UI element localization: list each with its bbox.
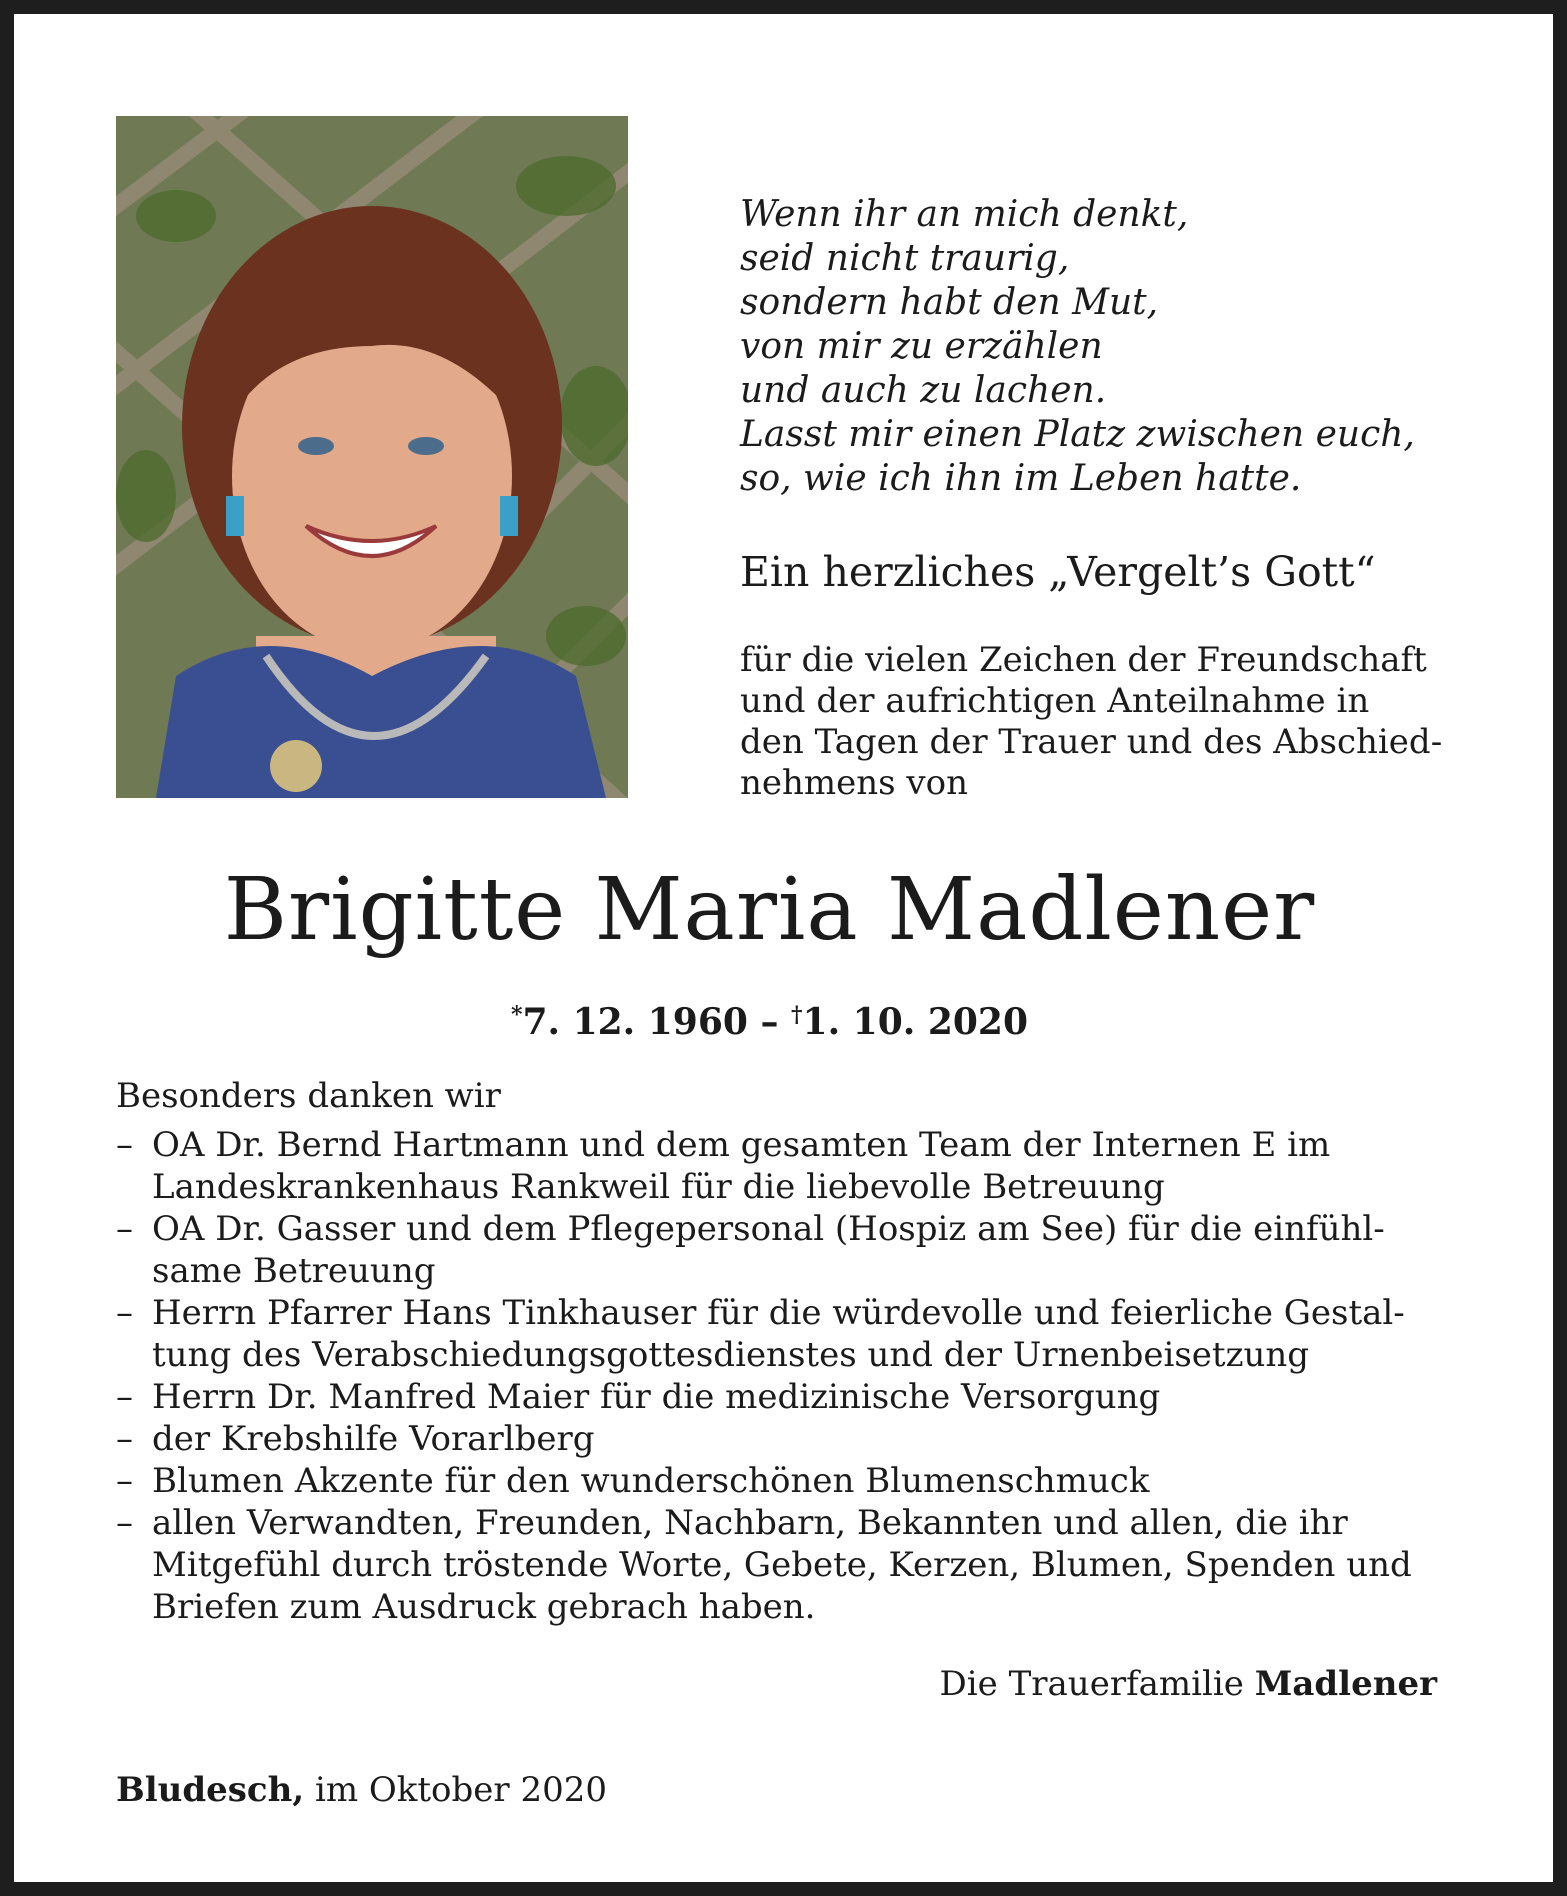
poem-line: Wenn ihr an mich denkt, xyxy=(740,194,1189,235)
signature-prefix: Die Trauerfamilie xyxy=(939,1664,1255,1704)
list-item-line: Briefen zum Ausdruck gebrach haben. xyxy=(152,1587,816,1627)
dash: – xyxy=(116,1209,133,1249)
flower-pendant xyxy=(270,740,322,792)
list-item xyxy=(116,1418,1434,1460)
list-item-line: Herrn Dr. Manfred Maier für die medizinische Versorgung xyxy=(152,1377,1161,1417)
poem-line: und auch zu lachen. xyxy=(740,370,1107,411)
thanks-line: und der aufrichtigen Anteilnahme in xyxy=(740,681,1370,721)
dash: – xyxy=(116,1377,133,1417)
list-item xyxy=(116,1502,1434,1628)
portrait-illustration xyxy=(116,116,628,798)
list-item xyxy=(116,1376,1434,1418)
list-item xyxy=(116,1292,1434,1376)
date-separator: – xyxy=(747,1001,792,1043)
signature-family-name: Madlener xyxy=(1254,1664,1437,1704)
special-thanks-intro: Besonders danken wir xyxy=(116,1076,501,1116)
earring-left xyxy=(226,496,244,536)
dash: – xyxy=(116,1461,133,1501)
poem-line: seid nicht traurig, xyxy=(740,238,1070,279)
poem-line: so, wie ich ihn im Leben hatte. xyxy=(740,458,1302,499)
poem-line: Lasst mir einen Platz zwischen euch, xyxy=(740,414,1415,455)
poem xyxy=(740,193,1420,501)
date: im Oktober 2020 xyxy=(304,1770,607,1810)
list-item-line: OA Dr. Bernd Hartmann und dem gesamten Team der Internen E im xyxy=(152,1125,1331,1165)
list-item xyxy=(116,1460,1434,1502)
list-item xyxy=(116,1124,1434,1208)
life-dates xyxy=(0,992,1553,1045)
dash: – xyxy=(116,1503,133,1543)
list-item-line: Landeskrankenhaus Rankweil für die liebevolle Betreuung xyxy=(152,1167,1165,1207)
place-date xyxy=(116,1769,607,1811)
thanks-line: für die vielen Zeichen der Freundschaft xyxy=(740,640,1427,680)
dash: – xyxy=(116,1419,133,1459)
list-item-line: OA Dr. Gasser und dem Pflegepersonal (Hospiz am See) für die einfühl- xyxy=(152,1209,1385,1249)
list-item-line: Herrn Pfarrer Hans Tinkhauser für die würdevolle und feierliche Gestal- xyxy=(152,1293,1405,1333)
dash: – xyxy=(116,1293,133,1333)
earring-right xyxy=(500,496,518,536)
thanks-heading: Ein herzliches „Vergelt’s Gott“ xyxy=(740,548,1376,596)
list-item xyxy=(116,1208,1434,1292)
portrait-photo xyxy=(116,116,628,798)
thanks-line: nehmens von xyxy=(740,763,969,803)
thanks-line: den Tagen der Trauer und des Abschied- xyxy=(740,722,1443,762)
dash: – xyxy=(116,1125,133,1165)
list-item-line: allen Verwandten, Freunden, Nachbarn, Bekannten und allen, die ihr xyxy=(152,1503,1348,1543)
list-item-line: Mitgefühl durch tröstende Worte, Gebete, Kerzen, Blumen, Spenden und xyxy=(152,1545,1412,1585)
list-item-line: tung des Verabschiedungsgottesdienstes und der Urnenbeisetzung xyxy=(152,1335,1310,1375)
family-signature xyxy=(940,1663,1437,1705)
birth-date: 7. 12. 1960 xyxy=(522,1001,748,1043)
list-item-line: der Krebshilfe Vorarlberg xyxy=(152,1419,595,1459)
death-symbol: † xyxy=(791,1002,803,1028)
thanks-text xyxy=(740,640,1443,804)
deceased-name: Brigitte Maria Madlener xyxy=(223,860,1316,960)
birth-symbol: * xyxy=(510,1002,523,1028)
death-date: 1. 10. 2020 xyxy=(802,1001,1029,1043)
list-item-line: Blumen Akzente für den wunderschönen Blumenschmuck xyxy=(152,1461,1150,1501)
place: Bludesch, xyxy=(116,1770,305,1810)
poem-line: sondern habt den Mut, xyxy=(740,282,1159,323)
poem-line: von mir zu erzählen xyxy=(740,326,1103,367)
list-item-line: same Betreuung xyxy=(152,1251,436,1291)
special-thanks-list xyxy=(116,1124,1434,1628)
